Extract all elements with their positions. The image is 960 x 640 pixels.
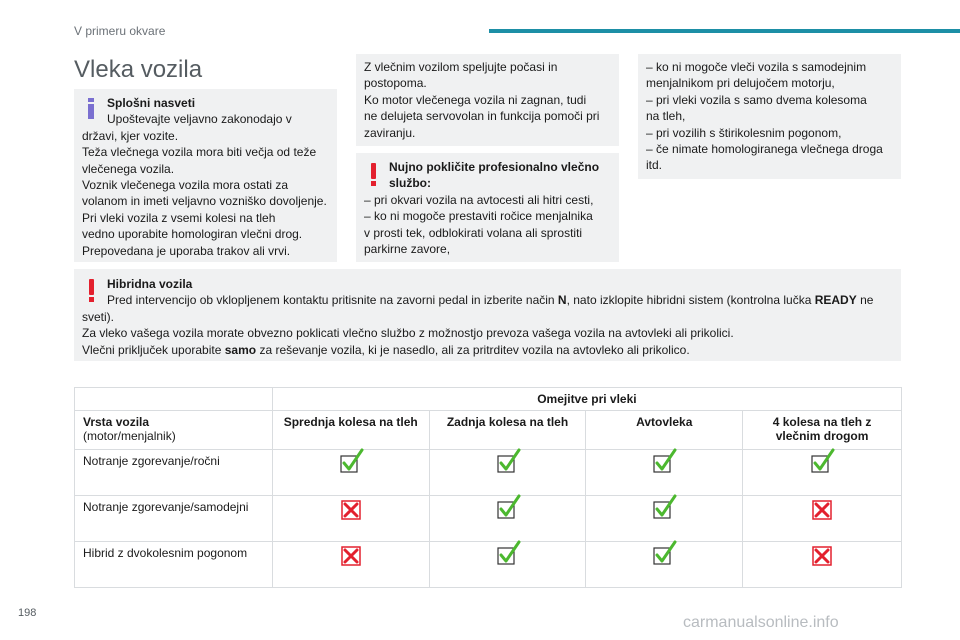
warning-icon [370,163,376,186]
call-service-heading: Nujno pokličite profesionalno vlečno [389,160,600,174]
call-service-line: parkirne zavore, [364,242,451,257]
towing-cases-box [638,54,901,179]
call-service-heading: službo: [389,176,431,191]
page-number: 198 [18,607,37,619]
table-row-header-title: Vrsta vozila [83,415,150,429]
table-row [75,450,902,496]
cross-icon [812,546,832,566]
check-icon [498,546,518,566]
general-advice-line: državi, kjer vozite. [82,128,179,143]
general-advice-line: Pri vleki vozila z vsemi kolesi na tleh [82,210,276,225]
call-service-line: – ko ni mogoče prestaviti ročice menjalnika [364,209,593,224]
page-title: Vleka vozila [74,56,203,83]
cross-icon [341,546,361,566]
slow-start-box [356,54,619,146]
hybrid-warning-box [74,269,901,361]
table-group-header: Omejitve pri vleki [272,388,901,411]
table-row-label: Hibrid z dvokolesnim pogonom [75,542,273,588]
hybrid-line: sveti). [82,309,115,324]
table-column-header: Sprednja kolesa na tleh [272,411,429,450]
table-column-header: 4 kolesa na tleh z vlečnim drogom [743,411,902,450]
watermark: carmanualsonline.info [683,614,839,631]
towing-case-line: – pri vleki vozila s samo dvema kolesoma [646,92,867,107]
general-advice-line: Voznik vlečenega vozila mora ostati za [82,178,289,193]
check-icon [498,454,518,474]
general-advice-line: volanom in imeti veljavno vozniško dovoljenje. [82,194,327,209]
general-advice-box [74,89,337,262]
table-row-header [75,411,273,450]
call-service-line: – pri okvari vozila na avtocesti ali hitri cesti, [364,192,594,207]
call-service-line: v prosti tek, odblokirati volana ali sprostiti [364,225,583,240]
towing-case-line: – če nimate homologiranega vlečnega droga [646,142,883,157]
general-advice-line: Upoštevajte veljavno zakonodajo v [107,112,292,127]
check-icon [812,454,832,474]
cross-icon [341,500,361,520]
slow-start-line: Z vlečnim vozilom speljujte počasi in [364,60,558,74]
table-column-header: Zadnja kolesa na tleh [429,411,586,450]
call-service-box [356,153,619,262]
hybrid-line: Vlečni priključek uporabite samo za reševanje vozila, ki je nasedlo, ali za pritrditev vozila na avtovleko ali prikolico. [82,342,690,357]
check-icon [654,500,674,520]
towing-case-line: na tleh, [646,109,686,124]
table-row-header-sub: (motor/menjalnik) [83,429,176,443]
general-advice-line: Prepovedana je uporaba trakov ali vrvi. [82,243,291,258]
general-advice-line: Teža vlečnega vozila mora biti večja od teže [82,145,317,160]
towing-case-line: – pri vozilih s štirikolesnim pogonom, [646,125,842,140]
slow-start-line: zaviranju. [364,125,416,140]
check-icon [341,454,361,474]
hybrid-heading: Hibridna vozila [107,277,193,291]
table-column-header: Avtovleka [586,411,743,450]
towing-case-line: itd. [646,158,663,173]
header-accent-bar [489,29,960,33]
general-advice-line: vedno uporabite homologiran vlečni drog. [82,227,303,242]
warning-icon [88,279,94,302]
table-row-label: Notranje zgorevanje/samodejni [75,496,273,542]
towing-case-line: menjalnikom pri delujočem motorju, [646,76,835,91]
hybrid-line: Pred intervencijo ob vklopljenem kontaktu pritisnite na zavorni pedal in izberite način N, nato izklopite hibridni sistem (kontrolna lučka READY ne [107,293,874,308]
section-header: V primeru okvare [74,24,166,38]
table-row [75,542,902,588]
general-advice-heading: Splošni nasveti [107,96,196,110]
towing-restrictions-table [74,387,902,588]
check-icon [654,546,674,566]
check-icon [654,454,674,474]
info-icon [88,98,94,119]
general-advice-line: vlečenega vozila. [82,161,175,176]
towing-case-line: – ko ni mogoče vleči vozila s samodejnim [646,60,867,74]
table-row-label: Notranje zgorevanje/ročni [75,450,273,496]
slow-start-line: Ko motor vlečenega vozila ni zagnan, tudi [364,92,587,107]
slow-start-line: postopoma. [364,76,427,91]
cross-icon [812,500,832,520]
check-icon [498,500,518,520]
slow-start-line: ne delujeta servovolan in funkcija pomoči pri [364,109,600,124]
table-row [75,496,902,542]
table-corner-cell [75,388,273,411]
hybrid-line: Za vleko vašega vozila morate obvezno poklicati vlečno službo z možnostjo prevoza vašega vozila na avtovleki ali prikolici. [82,326,734,341]
